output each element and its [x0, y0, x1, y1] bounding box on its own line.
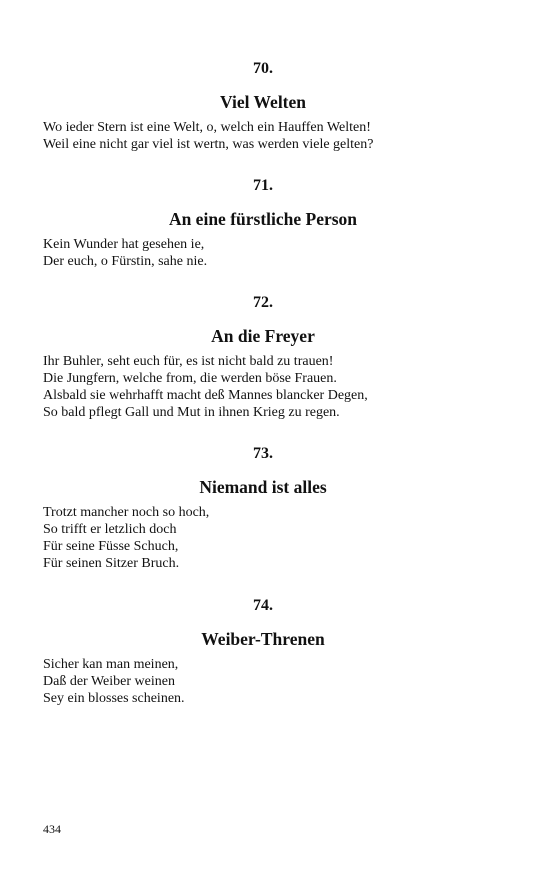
poem-72	[43, 294, 483, 421]
poem-line: Sicher kan man meinen,	[43, 657, 179, 672]
poem-body	[43, 119, 483, 153]
poem-title: Viel Welten	[219, 92, 307, 112]
poem-body	[43, 656, 483, 707]
poem-line: So trifft er letzlich doch	[43, 522, 177, 537]
poem-line: Trotzt mancher noch so hoch,	[43, 505, 210, 520]
poem-body	[43, 353, 483, 421]
poem-line: Kein Wunder hat gesehen ie,	[43, 237, 205, 252]
poem-number: 70.	[253, 60, 273, 77]
page-number: 434	[43, 822, 61, 836]
poem-body	[43, 504, 483, 572]
poem-title: Weiber-Threnen	[201, 629, 325, 649]
poem-71	[43, 177, 483, 270]
poem-line: Der euch, o Fürstin, sahe nie.	[43, 254, 208, 269]
poem-body	[43, 236, 483, 270]
poem-line: Für seinen Sitzer Bruch.	[43, 556, 180, 571]
poem-73	[43, 445, 483, 572]
poem-line: Die Jungfern, welche from, die werden böse Frauen.	[43, 371, 337, 386]
poem-74	[43, 597, 483, 707]
poem-70	[43, 60, 483, 153]
poem-number: 73.	[253, 445, 273, 462]
poem-line: Ihr Buhler, seht euch für, es ist nicht bald zu trauen!	[43, 354, 334, 369]
poem-number: 74.	[253, 597, 273, 614]
poem-line: Wo ieder Stern ist eine Welt, o, welch ein Hauffen Welten!	[43, 120, 371, 135]
poem-line: Alsbald sie wehrhafft macht deß Mannes blancker Degen,	[43, 388, 368, 403]
poem-line: Weil eine nicht gar viel ist wertn, was werden viele gelten?	[43, 137, 374, 152]
poem-title: An eine fürstliche Person	[168, 209, 358, 229]
poem-line: Daß der Weiber weinen	[43, 674, 175, 689]
poem-line: Für seine Füsse Schuch,	[43, 539, 179, 554]
poem-number: 72.	[253, 294, 273, 311]
poem-number: 71.	[253, 177, 273, 194]
poem-line: Sey ein blosses scheinen.	[43, 691, 185, 706]
poem-title: An die Freyer	[211, 326, 315, 346]
poem-line: So bald pflegt Gall und Mut in ihnen Krieg zu regen.	[43, 405, 340, 420]
poem-title: Niemand ist alles	[199, 477, 327, 497]
